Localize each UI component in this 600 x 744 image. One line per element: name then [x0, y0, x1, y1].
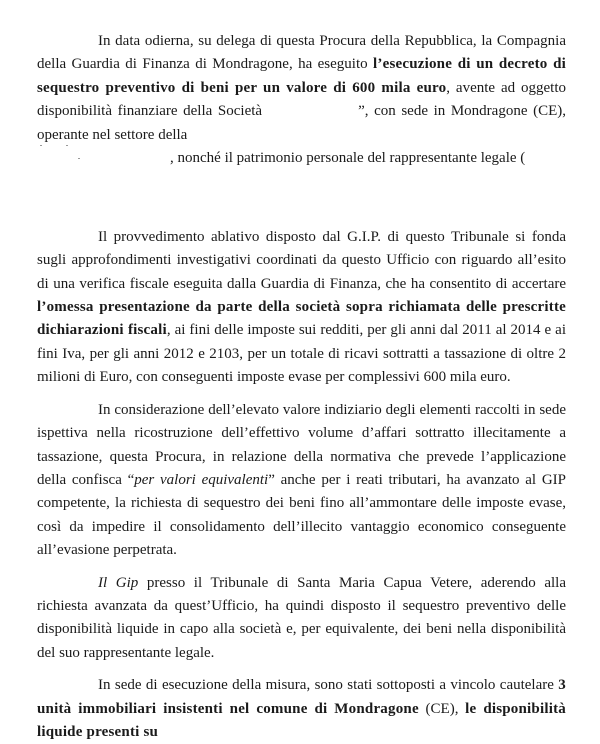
text: , ai fini delle imposte sui redditi, per gli anni dal 2011 al 2014 e ai fini Iva, per gli anni 2012 e 2103, per un totale di ricavi sottratti a tassazione di oltre 2 milioni di Euro, con conseguenti imposte evase per complessivi 600 mila euro. — [37, 322, 566, 386]
paragraph-execution — [37, 674, 566, 744]
italic-text: per valori equivalenti — [134, 471, 269, 488]
scan-speck — [78, 158, 80, 159]
redacted-legal-rep — [170, 170, 230, 193]
scan-speck — [40, 145, 42, 146]
text: ” anche per i reati tributari, ha avanzato al GIP competente, la richiesta di sequestro dei beni fino all’ammontare delle imposte evase, così da impedire il consolidamento dell’illecito vantaggio economico conseguente all’evasione perpetrata. — [37, 471, 566, 559]
italic-text: Il Gip — [98, 574, 139, 591]
text: In sede di esecuzione della misura, sono stati sottoposti a vincolo cautelare — [98, 677, 559, 694]
text: , avente ad oggetto disponibilità finanziare della Società — [37, 79, 566, 120]
bold-text: le disponibilità liquide presenti su — [37, 700, 566, 740]
paragraph-request-reasoning — [37, 399, 566, 563]
text: (CE), — [418, 700, 466, 717]
text: Il provvedimento ablativo disposto dal G.I.P. di questo Tribunale si fonda sugli approfondimenti investigativi coordinati da questo Ufficio con riguardo all’esito di una verifica fiscale eseguita dalla Guardia di Finanza, che ha consentito di accertare — [37, 228, 566, 292]
text: presso il Tribunale di Santa Maria Capua Vetere, aderendo alla richiesta avanzata da quest’Ufficio, ha quindi disposto il sequestro preventivo delle disponibilità liquide in capo alla società e, per equivalente, dei beni nella disponibilità del suo rappresentante legale. — [37, 574, 566, 661]
text-line — [37, 147, 566, 194]
scan-speck — [66, 145, 68, 146]
redacted-company-name — [262, 100, 358, 123]
bold-text: l’esecuzione di un decreto di sequestro preventivo di beni per un valore di 600 mila euro — [37, 56, 566, 96]
redacted-line — [37, 194, 566, 217]
paragraph-measure-basis — [37, 226, 566, 390]
text: ”, con sede in Mondragone (CE), operante nel settore della — [37, 103, 566, 143]
paragraph-seizure-announcement — [37, 30, 566, 194]
bold-text: l’omessa presentazione da parte della società sopra richiamata delle prescritte dichiarazioni fiscali — [37, 299, 566, 339]
paragraph-gip-decision — [37, 572, 566, 666]
text: In data odierna, su delega di questa Procura della Repubblica, la Compagnia della Guardia di Finanza di Mondragone, ha eseguito — [37, 33, 566, 73]
text: In considerazione dell’elevato valore indiziario degli elementi raccolti in sede ispettiva nella ricostruzione dell’effettivo volume d’affari sottratto illecitamente a tassazione, questa Procura, in relazione della normativa che prevede l’applicazione della confisca “ — [37, 401, 566, 488]
bold-text: 3 unità immobiliari insistenti nel comune di Mondragone — [37, 677, 566, 717]
document-page — [37, 30, 566, 744]
text: , nonché il patrimonio personale del rappresentante legale ( — [170, 150, 526, 167]
